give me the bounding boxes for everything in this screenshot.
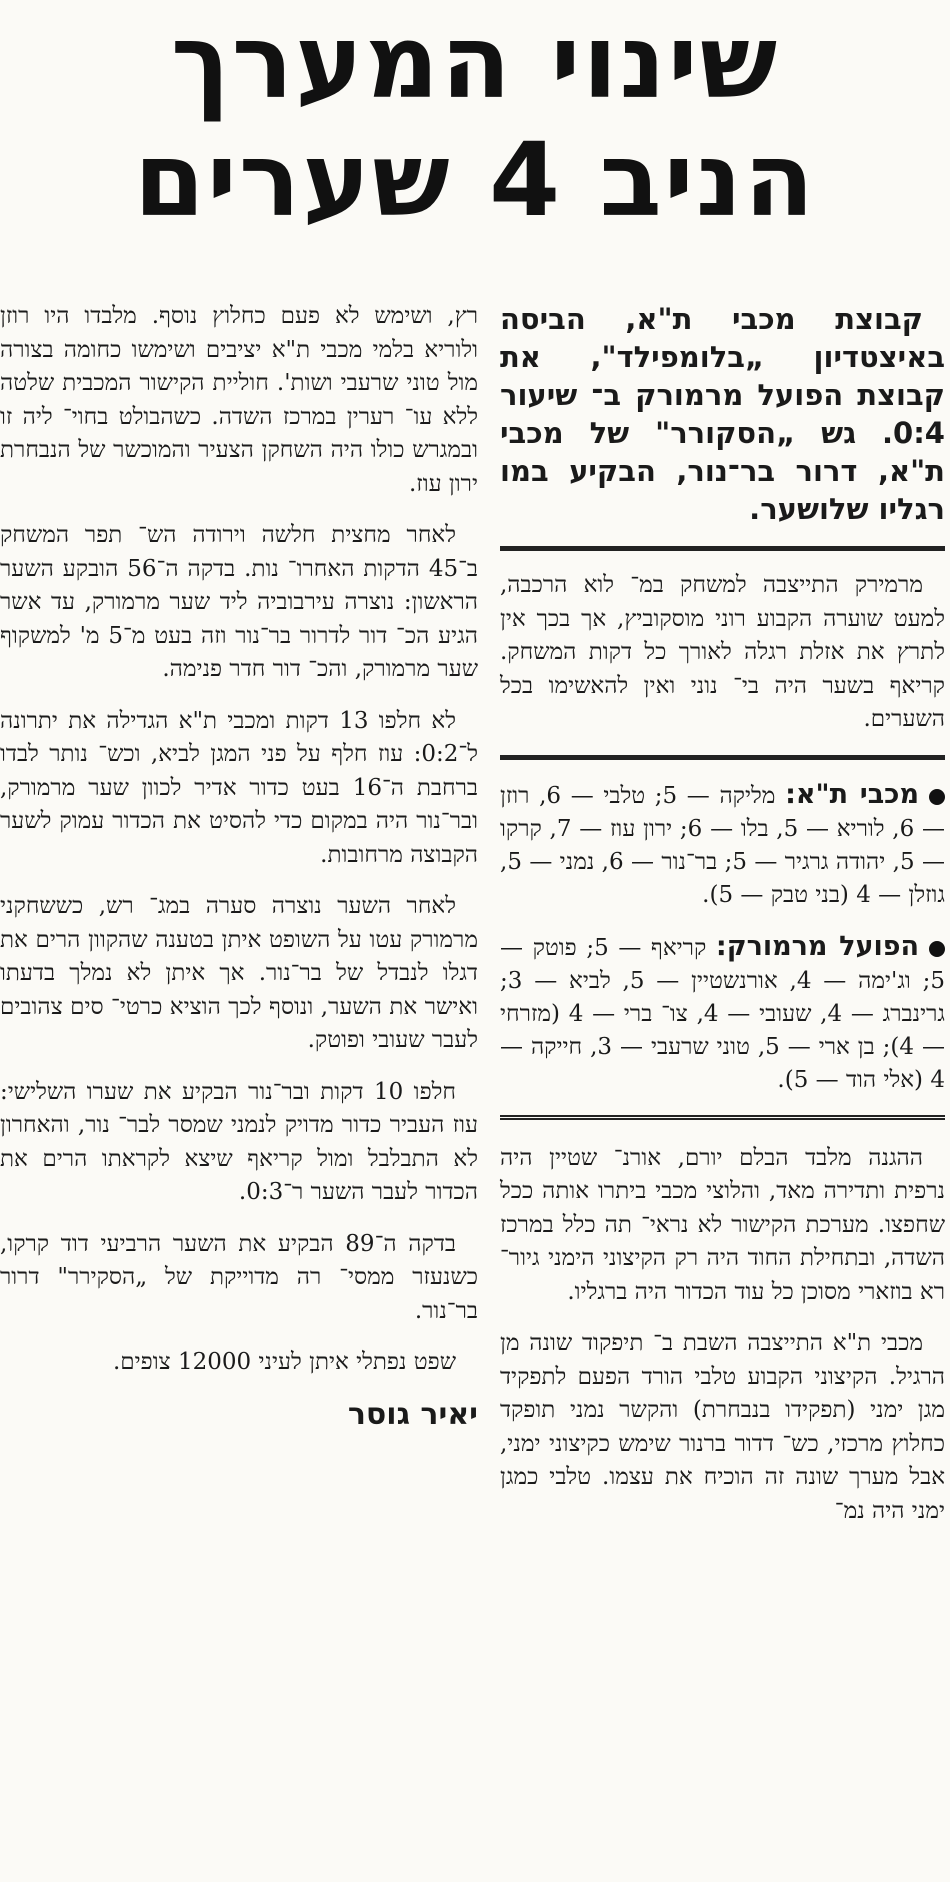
body-paragraph: לאחר השער נוצרה סערה במג־ רש, כששחקני מרמורק עטו על השופט איתן בטענה שהקוון הרים את דגלו לנבדל של בר־נור. אך איתן לא נמלך בדעתו ואישר את השער, ונוסף לכך הוציא כרטי־ סים צהובים לעבר שעובי ופוטק. <box>0 893 478 1053</box>
column-rule <box>500 755 945 760</box>
body-paragraph: שפט נפתלי איתן לעיני 12000 צופים. <box>112 1349 456 1375</box>
lineup-marmorek <box>500 930 945 1097</box>
headline <box>0 4 950 254</box>
article-column-right <box>500 300 945 1870</box>
bullet-icon <box>929 941 945 957</box>
column-rule <box>500 546 945 551</box>
team-name: הפועל מרמורק: <box>715 930 920 962</box>
lineup-maccabi <box>500 778 945 912</box>
body-paragraph: לאחר מחצית חלשה וירודה הש־ תפר המשחק ב־45 הדקות האחרו־ נות. בדקה ה־56 הובקע השער הראשון: נוצרה עירבוביה ליד שער מרמורק, עד אשר הגיע הכ־ דור לדרור בר־נור וזה בעט מ־5 מ' למשקוף שער מרמורק, והכ־ דור חדר פנימה. <box>0 522 478 682</box>
lineup-text: קריאף — 5; פוטק — 5; וג'ימה — 4, אורנשטיין — 5, לביא — 3; גרינברג — 4, שעובי — 4, צו־ ברי — 4 (מזרחי — 4); בן ארי — 5, טוני שרעבי — 3, חייקה — 4 (אלי הוד — 5). <box>500 934 946 1093</box>
byline: יאיר גוסר <box>347 1396 478 1432</box>
headline-line-2: הניב 4 שערים <box>133 121 817 240</box>
body-paragraph: בדקה ה־89 הבקיע את השער הרביעי דוד קרקו, כשנעזר ממסי־ רה מדוייקת של „הסקירר" דרור בר־נור. <box>0 1230 478 1324</box>
lineup-text: מליקה — 5; טלבי — 6, רוזן — 6, לוריא — 5, בלו — 6; ירון עוז — 7, קרקו — 5, יהודה גרגיר — 5; בר־נור — 6, נמני — 5, גוזלן — 4 (בני טבק — 5). <box>500 782 946 908</box>
lead-paragraph: קבוצת מכבי ת"א, הביסה באיצטדיון „בלומפילד", את קבוצת הפועל מרמורק ב־ שיעור 0:4. גש „הסקורר" של מכבי ת"א, דרור בר־נור, הבקיע במו רגליו שלושער. <box>500 302 945 526</box>
body-paragraph: רץ, ושימש לא פעם כחלוץ נוסף. מלבדו היו רוזן ולוריא בלמי מכבי ת"א יציבים ושימשו כחומה בצורה מול טוני שרעבי ושות'. חוליית הקישור המכבית שלטה ללא עו־ רערין במרכז השדה. כשהבולט בחוי־ ליה זו ובמגרש כולו היה השחקן הצעיר והמוכשר של הנבחרת ירון עוז. <box>0 303 478 497</box>
body-paragraph: חלפו 10 דקות ובר־נור הבקיע את שערו השלישי: עוז העביר כדור מדויק לנמני שמסר לבר־ נור, והאחרון לא התבלבל ומול קריאף שיצא לקראתו הרים את הכדור לעבר השער ר־0:3. <box>0 1078 478 1205</box>
bullet-icon <box>929 789 945 805</box>
column-rule <box>500 1115 945 1124</box>
body-paragraph: מכבי ת"א התייצבה השבת ב־ תיפקוד שונה מן הרגיל. הקיצוני הקבוע טלבי הורד הפעם לתפקיד מגן ימני (תפקידו בנבחרת) והקשר נמני תופקד כחלוץ מרכזי, כש־ דדור ברנור שימש כקיצוני ימני, אבל מערך שונה זה הוכיח את עצמו. טלבי כמגן ימני היה נמ־ <box>500 1330 945 1524</box>
team-name: מכבי ת"א: <box>785 778 920 810</box>
headline-line-1: שינוי המערך <box>170 3 780 122</box>
body-paragraph: מרמירק התייצבה למשחק במ־ לוא הרכבה, למעט שוערה הקבוע רוני מוסקוביץ, אך בכך אין לתרץ את אזלת רגלה לאורך כל דקות המשחק. קריאף בשער היה בי־ נוני ואין להאשימו בכל השערים. <box>500 572 945 732</box>
body-paragraph: ההגנה מלבד הבלם יורם, אורנ־ שטיין היה נרפית ותדירה מאד, והלוצי מכבי ביתרו אותה ככל שחפצו. מערכת הקישור לא נראי־ תה כלל במרכז השדה, ובתחילת החוד היה רק הקיצוני הימני גיור־ רא בוזארי מסוכן כל עוד הכדור היה ברגליו. <box>500 1144 945 1305</box>
body-paragraph: לא חלפו 13 דקות ומכבי ת"א הגדילה את יתרונה ל־0:2: עוז חלף על פני המגן לביא, וכש־ נותר לבדו ברחבת ה־16 בעט כדור אדיר לכוון שער מרמורק, ובר־נור היה במקום כדי להסיט את הכדור עמוק לשער הקבוצה מרחובות. <box>0 707 479 868</box>
article-column-left <box>0 300 478 1870</box>
